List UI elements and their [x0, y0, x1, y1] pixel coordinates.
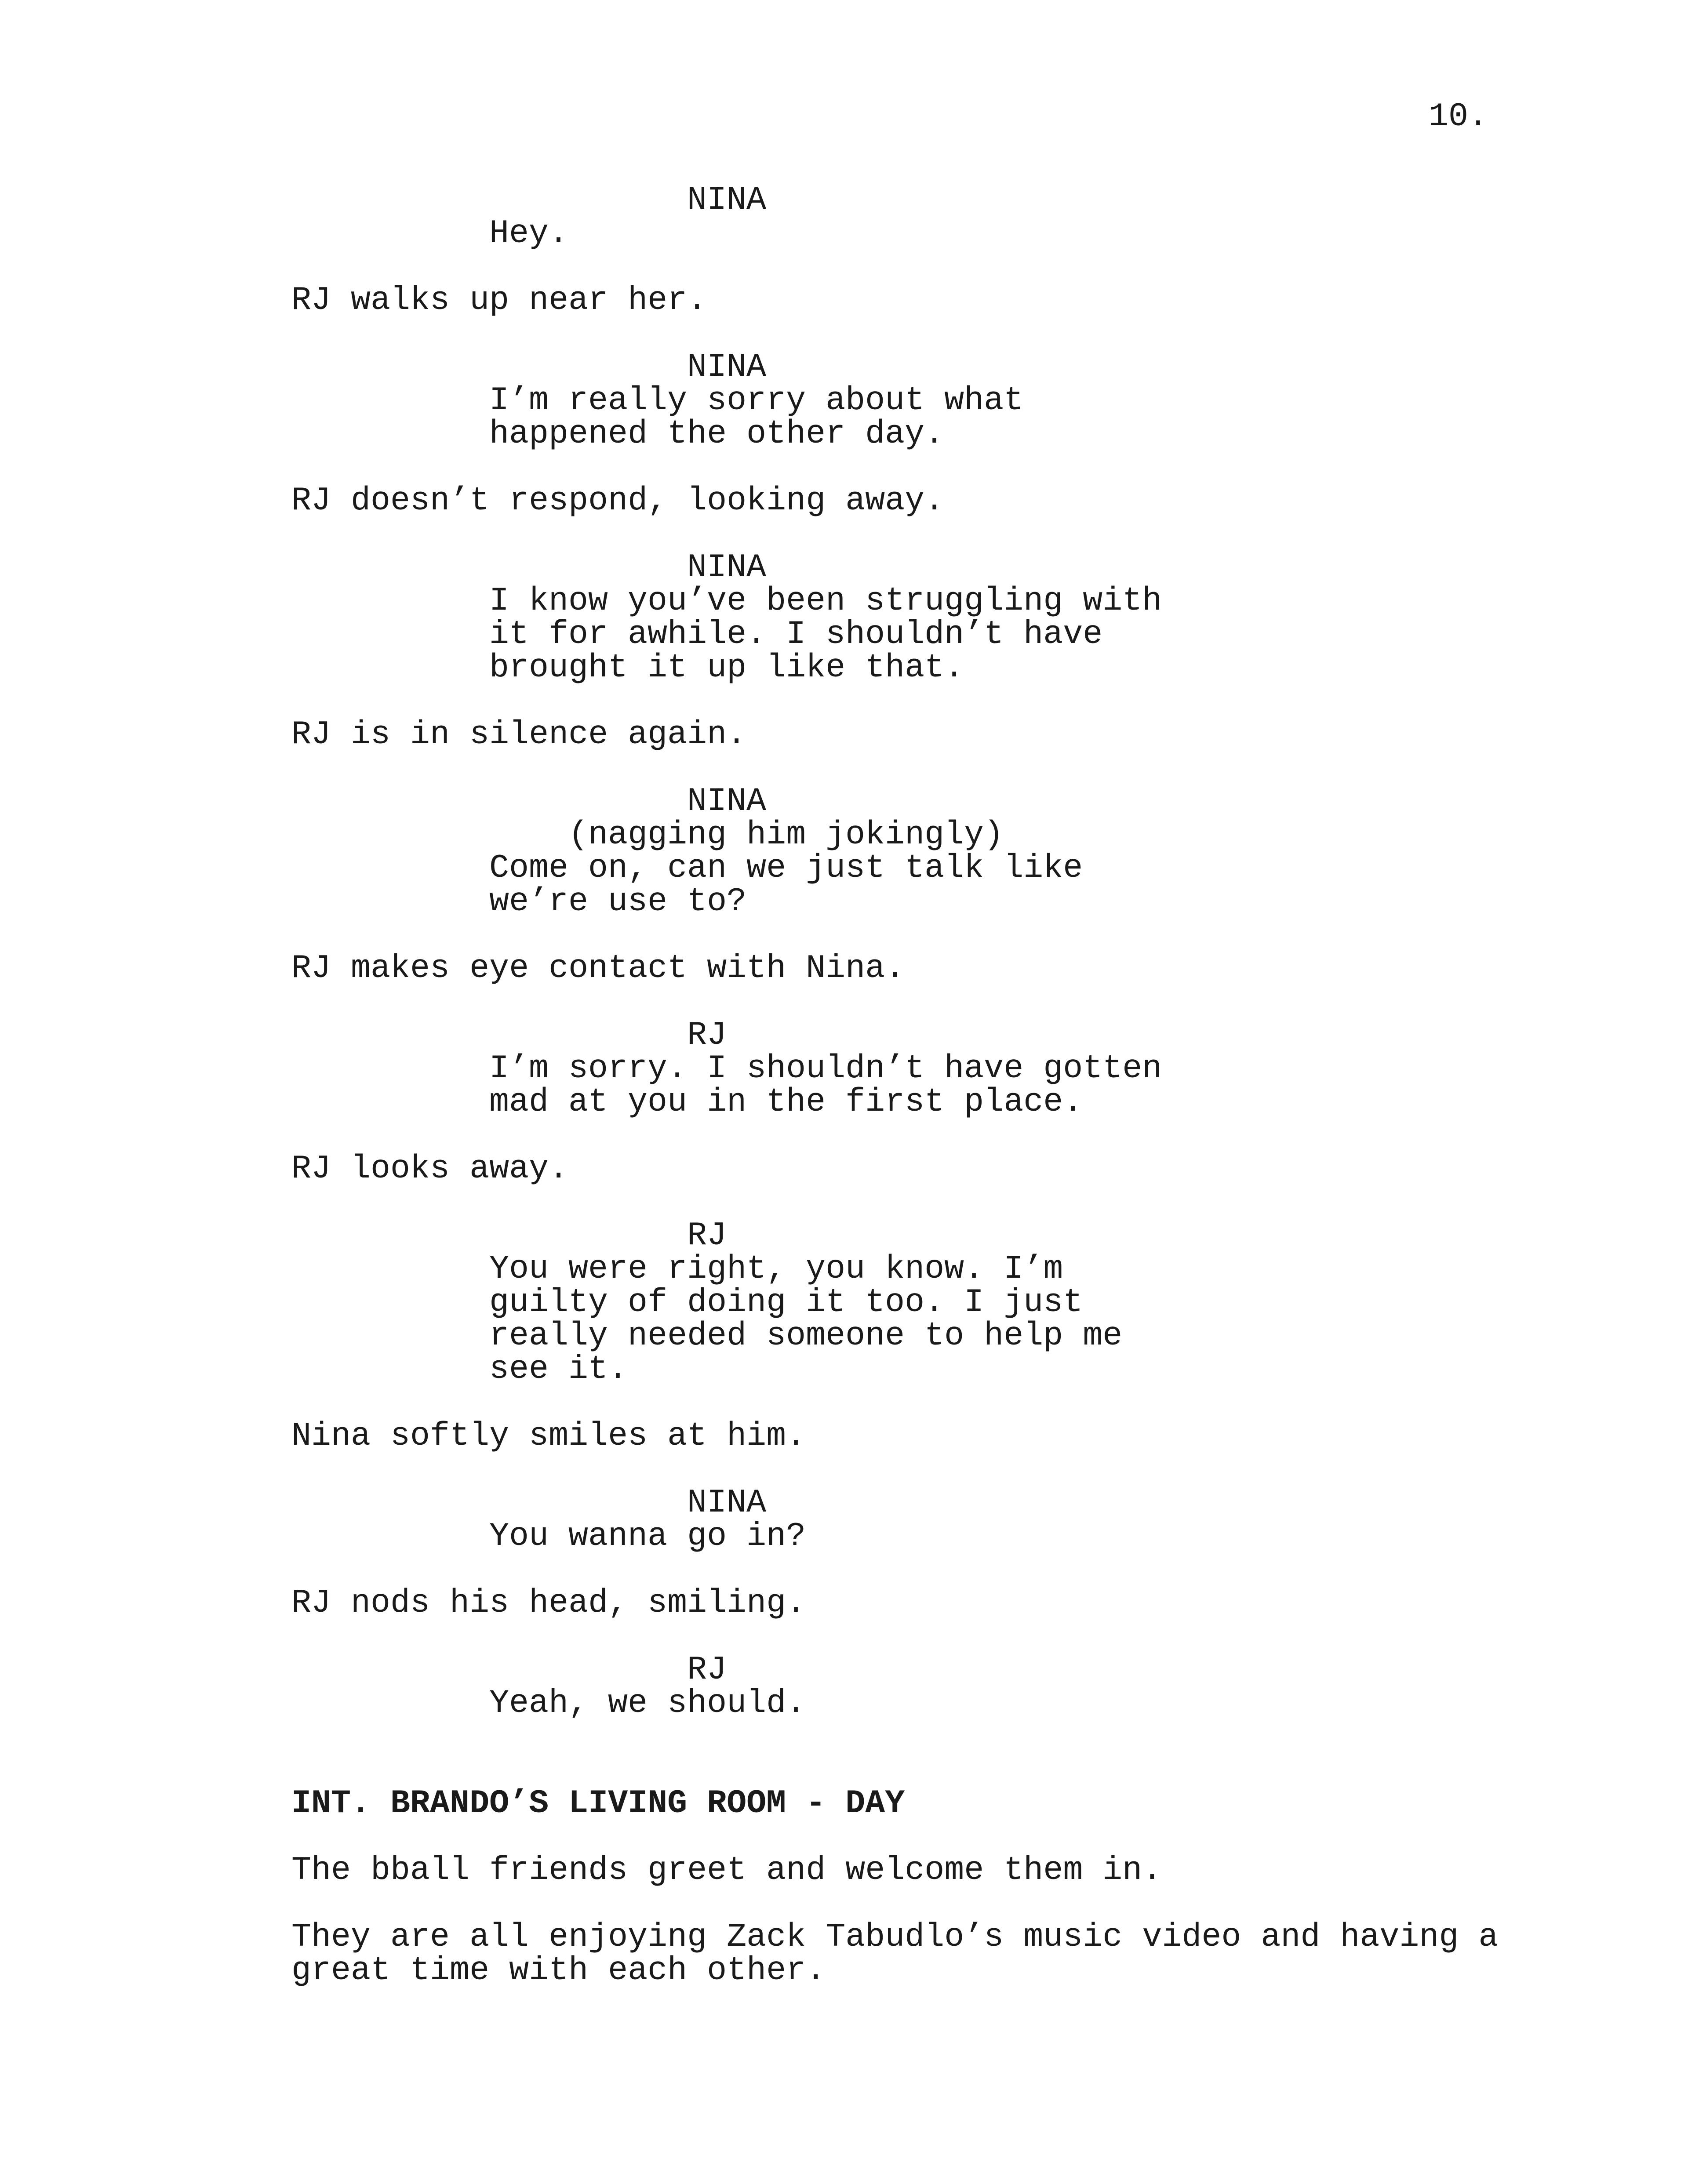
blank-line	[291, 919, 1688, 952]
dialogue-line: we’re use to?	[489, 883, 747, 920]
dialogue-line: You were right, you know. I’m	[489, 1250, 1063, 1288]
screenplay-body	[291, 184, 1688, 1988]
dialogue-line: I’m really sorry about what	[489, 382, 1024, 419]
dialogue-line: I know you’ve been struggling with	[489, 582, 1162, 620]
blank-line	[291, 1453, 1688, 1486]
blank-line	[291, 1754, 1688, 1787]
dialogue-line: happened the other day.	[489, 415, 945, 453]
action-line: RJ walks up near her.	[291, 282, 707, 319]
scene-heading: INT. BRANDO’S LIVING ROOM - DAY	[291, 1785, 905, 1822]
blank-line	[291, 1821, 1688, 1854]
character-cue: RJ	[687, 1017, 727, 1054]
character-cue: RJ	[687, 1217, 727, 1254]
blank-line	[291, 317, 1688, 351]
character-cue: NINA	[687, 182, 767, 219]
dialogue-line: guilty of doing it too. I just	[489, 1284, 1083, 1321]
character-cue: NINA	[687, 549, 767, 586]
dialogue-line: mad at you in the first place.	[489, 1083, 1083, 1121]
blank-line	[291, 1720, 1688, 1754]
dialogue-line: brought it up like that.	[489, 649, 964, 687]
dialogue-line: really needed someone to help me	[489, 1317, 1123, 1355]
action-line: RJ looks away.	[291, 1150, 569, 1188]
parenthetical-line: (nagging him jokingly)	[568, 816, 1004, 854]
action-line: RJ makes eye contact with Nina.	[291, 950, 905, 987]
dialogue-line: it for awhile. I shouldn’t have	[489, 616, 1103, 653]
action-line: They are all enjoying Zack Tabudlo’s music video and having a	[291, 1919, 1499, 1956]
action-line: RJ is in silence again.	[291, 716, 747, 753]
blank-line	[291, 1620, 1688, 1653]
action-line: The bball friends greet and welcome them in.	[291, 1852, 1162, 1889]
action-line: Nina softly smiles at him.	[291, 1417, 806, 1455]
dialogue-line: You wanna go in?	[489, 1518, 806, 1555]
dialogue-line: I’m sorry. I shouldn’t have gotten	[489, 1050, 1162, 1087]
action-line: great time with each other.	[291, 1952, 826, 1989]
dialogue-line: Come on, can we just talk like	[489, 850, 1083, 887]
action-line: RJ nods his head, smiling.	[291, 1584, 806, 1622]
blank-line	[291, 1119, 1688, 1152]
character-cue: NINA	[687, 349, 767, 386]
blank-line	[291, 1553, 1688, 1587]
blank-line	[291, 251, 1688, 284]
blank-line	[291, 1186, 1688, 1219]
character-cue: NINA	[687, 1484, 767, 1522]
character-cue: RJ	[687, 1651, 727, 1689]
blank-line	[291, 1887, 1688, 1921]
blank-line	[291, 685, 1688, 718]
blank-line	[291, 451, 1688, 484]
dialogue-line: Yeah, we should.	[489, 1685, 806, 1722]
character-cue: NINA	[687, 783, 767, 820]
action-line: RJ doesn’t respond, looking away.	[291, 482, 945, 520]
blank-line	[291, 518, 1688, 551]
blank-line	[291, 1386, 1688, 1420]
blank-line	[291, 752, 1688, 785]
page-number: 10.	[1429, 98, 1488, 135]
dialogue-line: Hey.	[489, 215, 569, 252]
dialogue-line: see it.	[489, 1351, 628, 1388]
blank-line	[291, 985, 1688, 1019]
